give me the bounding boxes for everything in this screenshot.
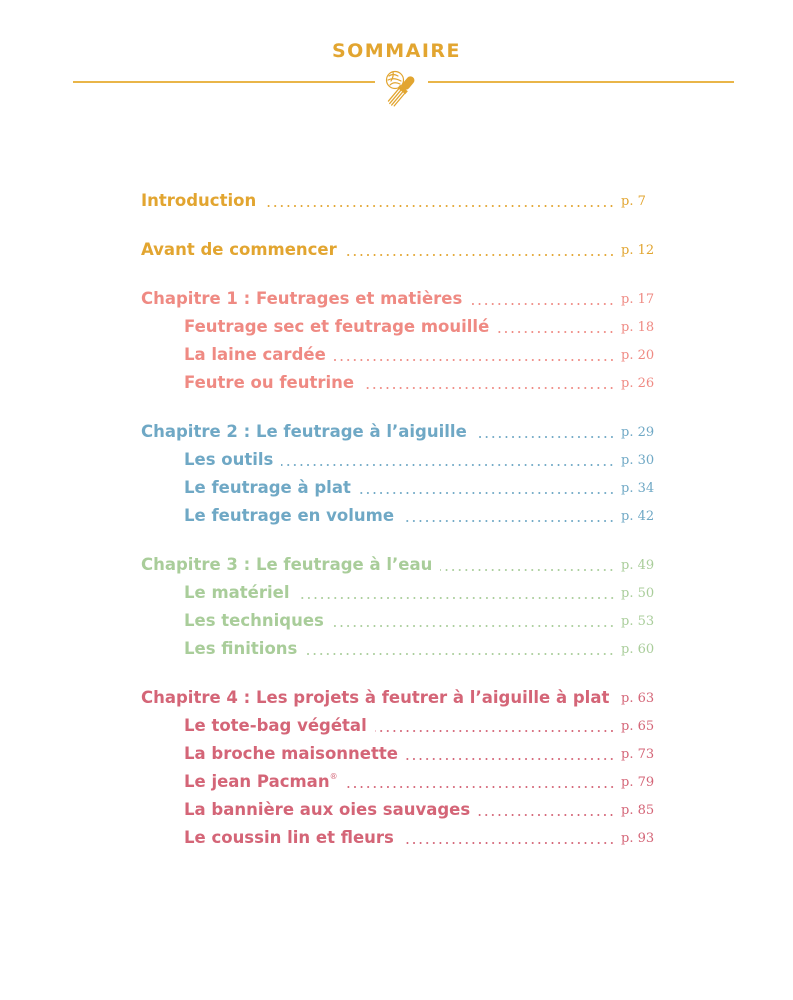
toc-entry-avant-de-commencer[interactable] [141,235,661,263]
dot-leader [345,235,621,263]
toc-group-chapter-3 [141,550,661,662]
toc-entry-page: p. 26 [621,376,655,391]
dot-leader [402,501,621,529]
toc-subentry-label: Le feutrage en volume [184,506,402,525]
dot-leader [359,473,621,501]
toc-entry-page: p. 7 [621,194,646,209]
toc-entry-page: p. 85 [621,803,655,818]
dot-leader [402,823,621,851]
toc-chapter-2[interactable] [141,417,661,445]
header-rule-left [73,81,375,83]
toc-subentry[interactable] [141,368,661,396]
toc-subentry[interactable] [141,711,661,739]
dot-leader [346,767,621,795]
toc-subentry[interactable] [141,739,661,767]
toc-chapter-label: Chapitre 2 : Le feutrage à l’aiguille [141,422,475,441]
toc-group-chapter-4 [141,683,661,851]
toc-entry-page: p. 42 [621,509,655,524]
toc-subentry[interactable] [141,767,661,795]
toc-subentry-label: Le tote-bag végétal [184,716,375,735]
toc-subentry-label: La laine cardée [184,345,334,364]
toc-entry-label: Introduction [141,191,264,210]
dot-leader [406,739,621,767]
dot-leader [298,578,622,606]
toc-entry-page: p. 20 [621,348,655,363]
toc-entry-page: p. 12 [621,243,655,258]
dot-leader [470,284,621,312]
toc-entry-page: p. 34 [621,481,655,496]
toc-subentry[interactable] [141,606,661,634]
toc-subentry-label: Le jean Pacman [184,771,330,791]
toc-entry-page: p. 18 [621,320,655,335]
toc-chapter-1[interactable] [141,284,661,312]
toc-entry-page: p. 63 [621,691,655,706]
toc-subentry-label: Les outils [184,450,281,469]
toc-subentry[interactable] [141,795,661,823]
toc-group-intro [141,186,661,214]
dot-leader [478,795,621,823]
toc-chapter-label: Chapitre 4 : Les projets à feutrer à l’aiguille à plat [141,688,617,707]
toc-subentry[interactable] [141,340,661,368]
page-title: SOMMAIRE [331,40,462,62]
toc-entry-label: Avant de commencer [141,240,345,259]
toc-chapter-3[interactable] [141,550,661,578]
toc-group-chapter-2 [141,417,661,529]
toc-entry-page: p. 93 [621,831,655,846]
toc-subentry[interactable] [141,578,661,606]
toc-subentry-label-wrap [184,772,346,791]
toc-entry-page: p. 29 [621,425,655,440]
toc-entry-page: p. 60 [621,642,655,657]
dot-leader [475,417,621,445]
dot-leader [497,312,621,340]
toc-entry-page: p. 50 [621,586,655,601]
toc-subentry-label: Feutre ou feutrine [184,373,362,392]
toc-subentry[interactable] [141,501,661,529]
toc-entry-page: p. 73 [621,747,655,762]
toc-chapter-4[interactable] [141,683,661,711]
toc-subentry[interactable] [141,473,661,501]
registered-mark: ® [329,771,338,781]
dot-leader [617,683,621,711]
toc-subentry-label: La bannière aux oies sauvages [184,800,478,819]
toc-subentry[interactable] [141,445,661,473]
toc-entry-page: p. 53 [621,614,655,629]
toc-subentry-label: Le feutrage à plat [184,478,359,497]
dot-leader [375,711,621,739]
toc-subentry-label: Le matériel [184,583,298,602]
toc-group-before [141,235,661,263]
dot-leader [264,186,621,214]
toc-chapter-label: Chapitre 1 : Feutrages et matières [141,289,470,308]
toc-group-chapter-1 [141,284,661,396]
header-rule-right [428,81,734,83]
dot-leader [332,606,621,634]
table-of-contents [141,186,661,872]
toc-chapter-label: Chapitre 3 : Le feutrage à l’eau [141,555,440,574]
dot-leader [362,368,621,396]
dot-leader [281,445,621,473]
toc-entry-page: p. 49 [621,558,655,573]
toc-subentry[interactable] [141,634,661,662]
wool-ball-felting-needle-icon [378,66,424,112]
toc-entry-page: p. 17 [621,292,655,307]
toc-subentry[interactable] [141,823,661,851]
toc-subentry-label: Le coussin lin et fleurs [184,828,402,847]
toc-subentry-label: La broche maisonnette [184,744,406,763]
toc-entry-page: p. 79 [621,775,655,790]
toc-subentry[interactable] [141,312,661,340]
dot-leader [440,550,621,578]
toc-entry-page: p. 65 [621,719,655,734]
toc-entry-page: p. 30 [621,453,655,468]
toc-entry-introduction[interactable] [141,186,661,214]
toc-subentry-label: Les techniques [184,611,332,630]
toc-subentry-label: Les finitions [184,639,305,658]
toc-subentry-label: Feutrage sec et feutrage mouillé [184,317,497,336]
dot-leader [305,634,621,662]
dot-leader [334,340,621,368]
